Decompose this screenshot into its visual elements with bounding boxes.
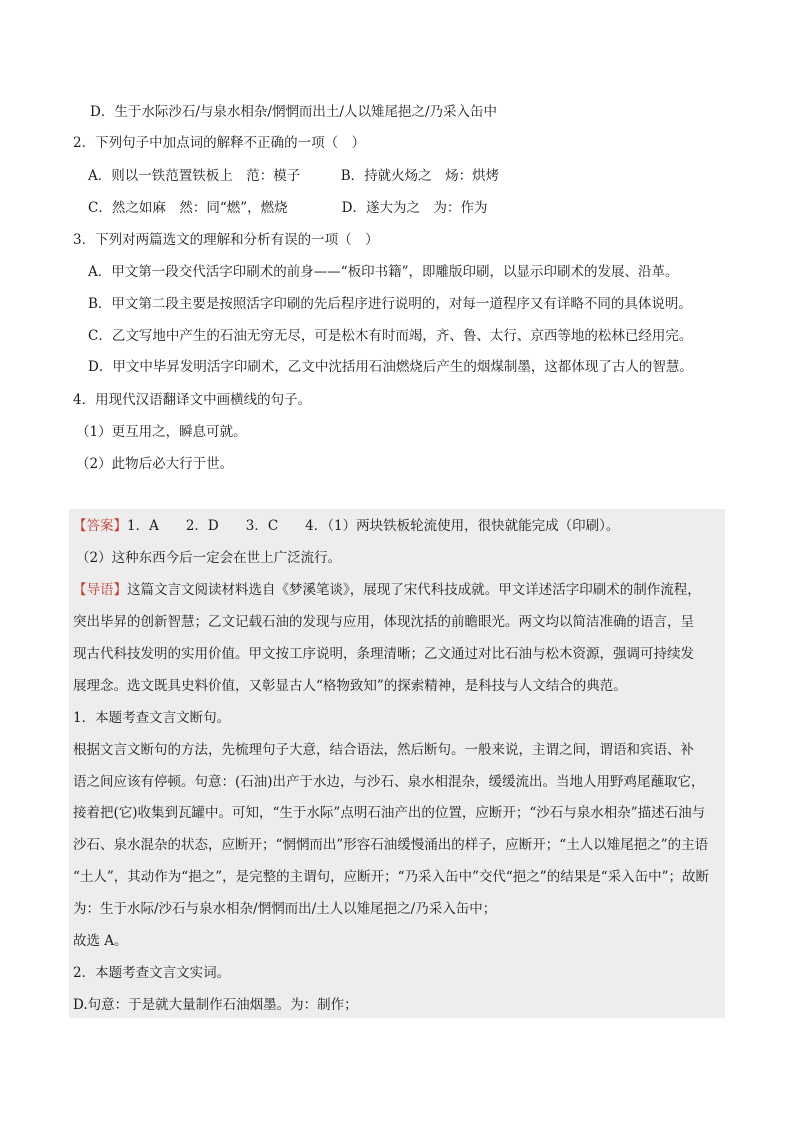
explain1-line-2: 语之间应该有停顿。句意：(石油)出产于水边，与沙石、泉水相混杂，缓缓流出。当地人用野鸡尾蘸取它， bbox=[73, 774, 705, 790]
explain1-line-5: “土人”，其动作为“挹之”，是完整的主谓句，应断开；“乃采入缶中”交代“挹之”的结果是“采入缶中”；故断 bbox=[73, 869, 710, 885]
explain1-line-1: 根据文言文断句的方法，先梳理句子大意，结合语法，然后断句。一般来说，主谓之间，谓语和宾语、补 bbox=[73, 742, 694, 758]
q3-option-b: B．甲文第二段主要是按照活字印刷的先后程序进行说明的，对每一道程序又有详略不同的具体说明。 bbox=[88, 296, 692, 312]
explain1-title: 1．本题考查文言文断句。 bbox=[73, 710, 231, 726]
q1-option-d: D．生于水际沙石/与泉水相杂/惘惘而出土/人以雉尾挹之/乃采入缶中 bbox=[90, 104, 498, 120]
guide-line-2: 突出毕昇的创新智慧；乙文记载石油的发现与应用，体现沈括的前瞻眼光。两文均以简洁准确的语言，呈 bbox=[73, 614, 694, 630]
explain1-line-4: 沙石、泉水混杂的状态，应断开；“惘惘而出”形容石油缓慢涌出的样子，应断开；“土人以雉尾挹之”的主语 bbox=[73, 837, 709, 853]
explain1-line-6: 为：生于水际/沙石与泉水相杂/惘惘而出/土人以雉尾挹之/乃采入缶中； bbox=[73, 901, 497, 917]
q3-option-c: C．乙文写地中产生的石油无穷无尽，可是松木有时而竭，齐、鲁、太行、京西等地的松林已经用完。 bbox=[88, 328, 693, 344]
q2-options-row2: C．然之如麻 然：同“燃”，燃烧 D．遂大为之 为：作为 bbox=[88, 200, 488, 216]
q3-option-d: D．甲文中毕昇发明活字印刷术，乙文中沈括用石油燃烧后产生的烟煤制墨，这都体现了古人的智慧。 bbox=[88, 359, 693, 375]
explain1-line-3: 接着把(它)收集到瓦罐中。可知，“生于水际”点明石油产出的位置，应断开；“沙石与泉水相杂”描述石油与 bbox=[73, 805, 706, 821]
q2-stem: 2．下列句子中加点词的解释不正确的一项（ ） bbox=[73, 135, 366, 151]
guide-text-1: 这篇文言文阅读材料选自《梦溪笔谈》，展现了宋代科技成就。甲文详述活字印刷术的制作流程， bbox=[127, 582, 701, 598]
answer-line-2: （2）这种东西今后一定会在世上广泛流行。 bbox=[76, 550, 342, 566]
explain2-title: 2．本题考查文言文实词。 bbox=[73, 965, 231, 981]
guide-line-4: 展理念。选文既具史料价值，又彰显古人“格物致知”的探索精神，是科技与人文结合的典范。 bbox=[73, 678, 627, 694]
q3-option-a: A．甲文第一段交代活字印刷术的前身——“板印书籍”，即雕版印刷，以显示印刷术的发展、沿革。 bbox=[88, 264, 679, 280]
explain1-line-7: 故选 A。 bbox=[73, 933, 128, 949]
answer-line-1 bbox=[73, 516, 619, 536]
guide-tag: 【导语】 bbox=[73, 582, 127, 598]
q4-sentence-1: （1）更互用之，瞬息可就。 bbox=[76, 424, 247, 440]
explain2-line-1: D.句意：于是就大量制作石油烟墨。为：制作； bbox=[73, 997, 358, 1013]
q4-sentence-2: （2）此物后必大行于世。 bbox=[76, 456, 234, 472]
answer-tag: 【答案】 bbox=[73, 518, 127, 534]
q4-stem: 4．用现代汉语翻译文中画横线的句子。 bbox=[73, 392, 312, 408]
answer-text-1: 1．A 2．D 3．C 4．（1）两块铁板轮流使用，很快就能完成（印刷）。 bbox=[127, 518, 620, 534]
q2-options-row1: A．则以一铁范置铁板上 范：模子 B．持就火炀之 炀：烘烤 bbox=[88, 168, 500, 184]
q3-stem: 3．下列对两篇选文的理解和分析有误的一项（ ） bbox=[73, 232, 379, 248]
guide-line-1 bbox=[73, 580, 701, 600]
guide-line-3: 现古代科技发明的实用价值。甲文按工序说明，条理清晰；乙文通过对比石油与松木资源，强调可持续发 bbox=[73, 646, 694, 662]
